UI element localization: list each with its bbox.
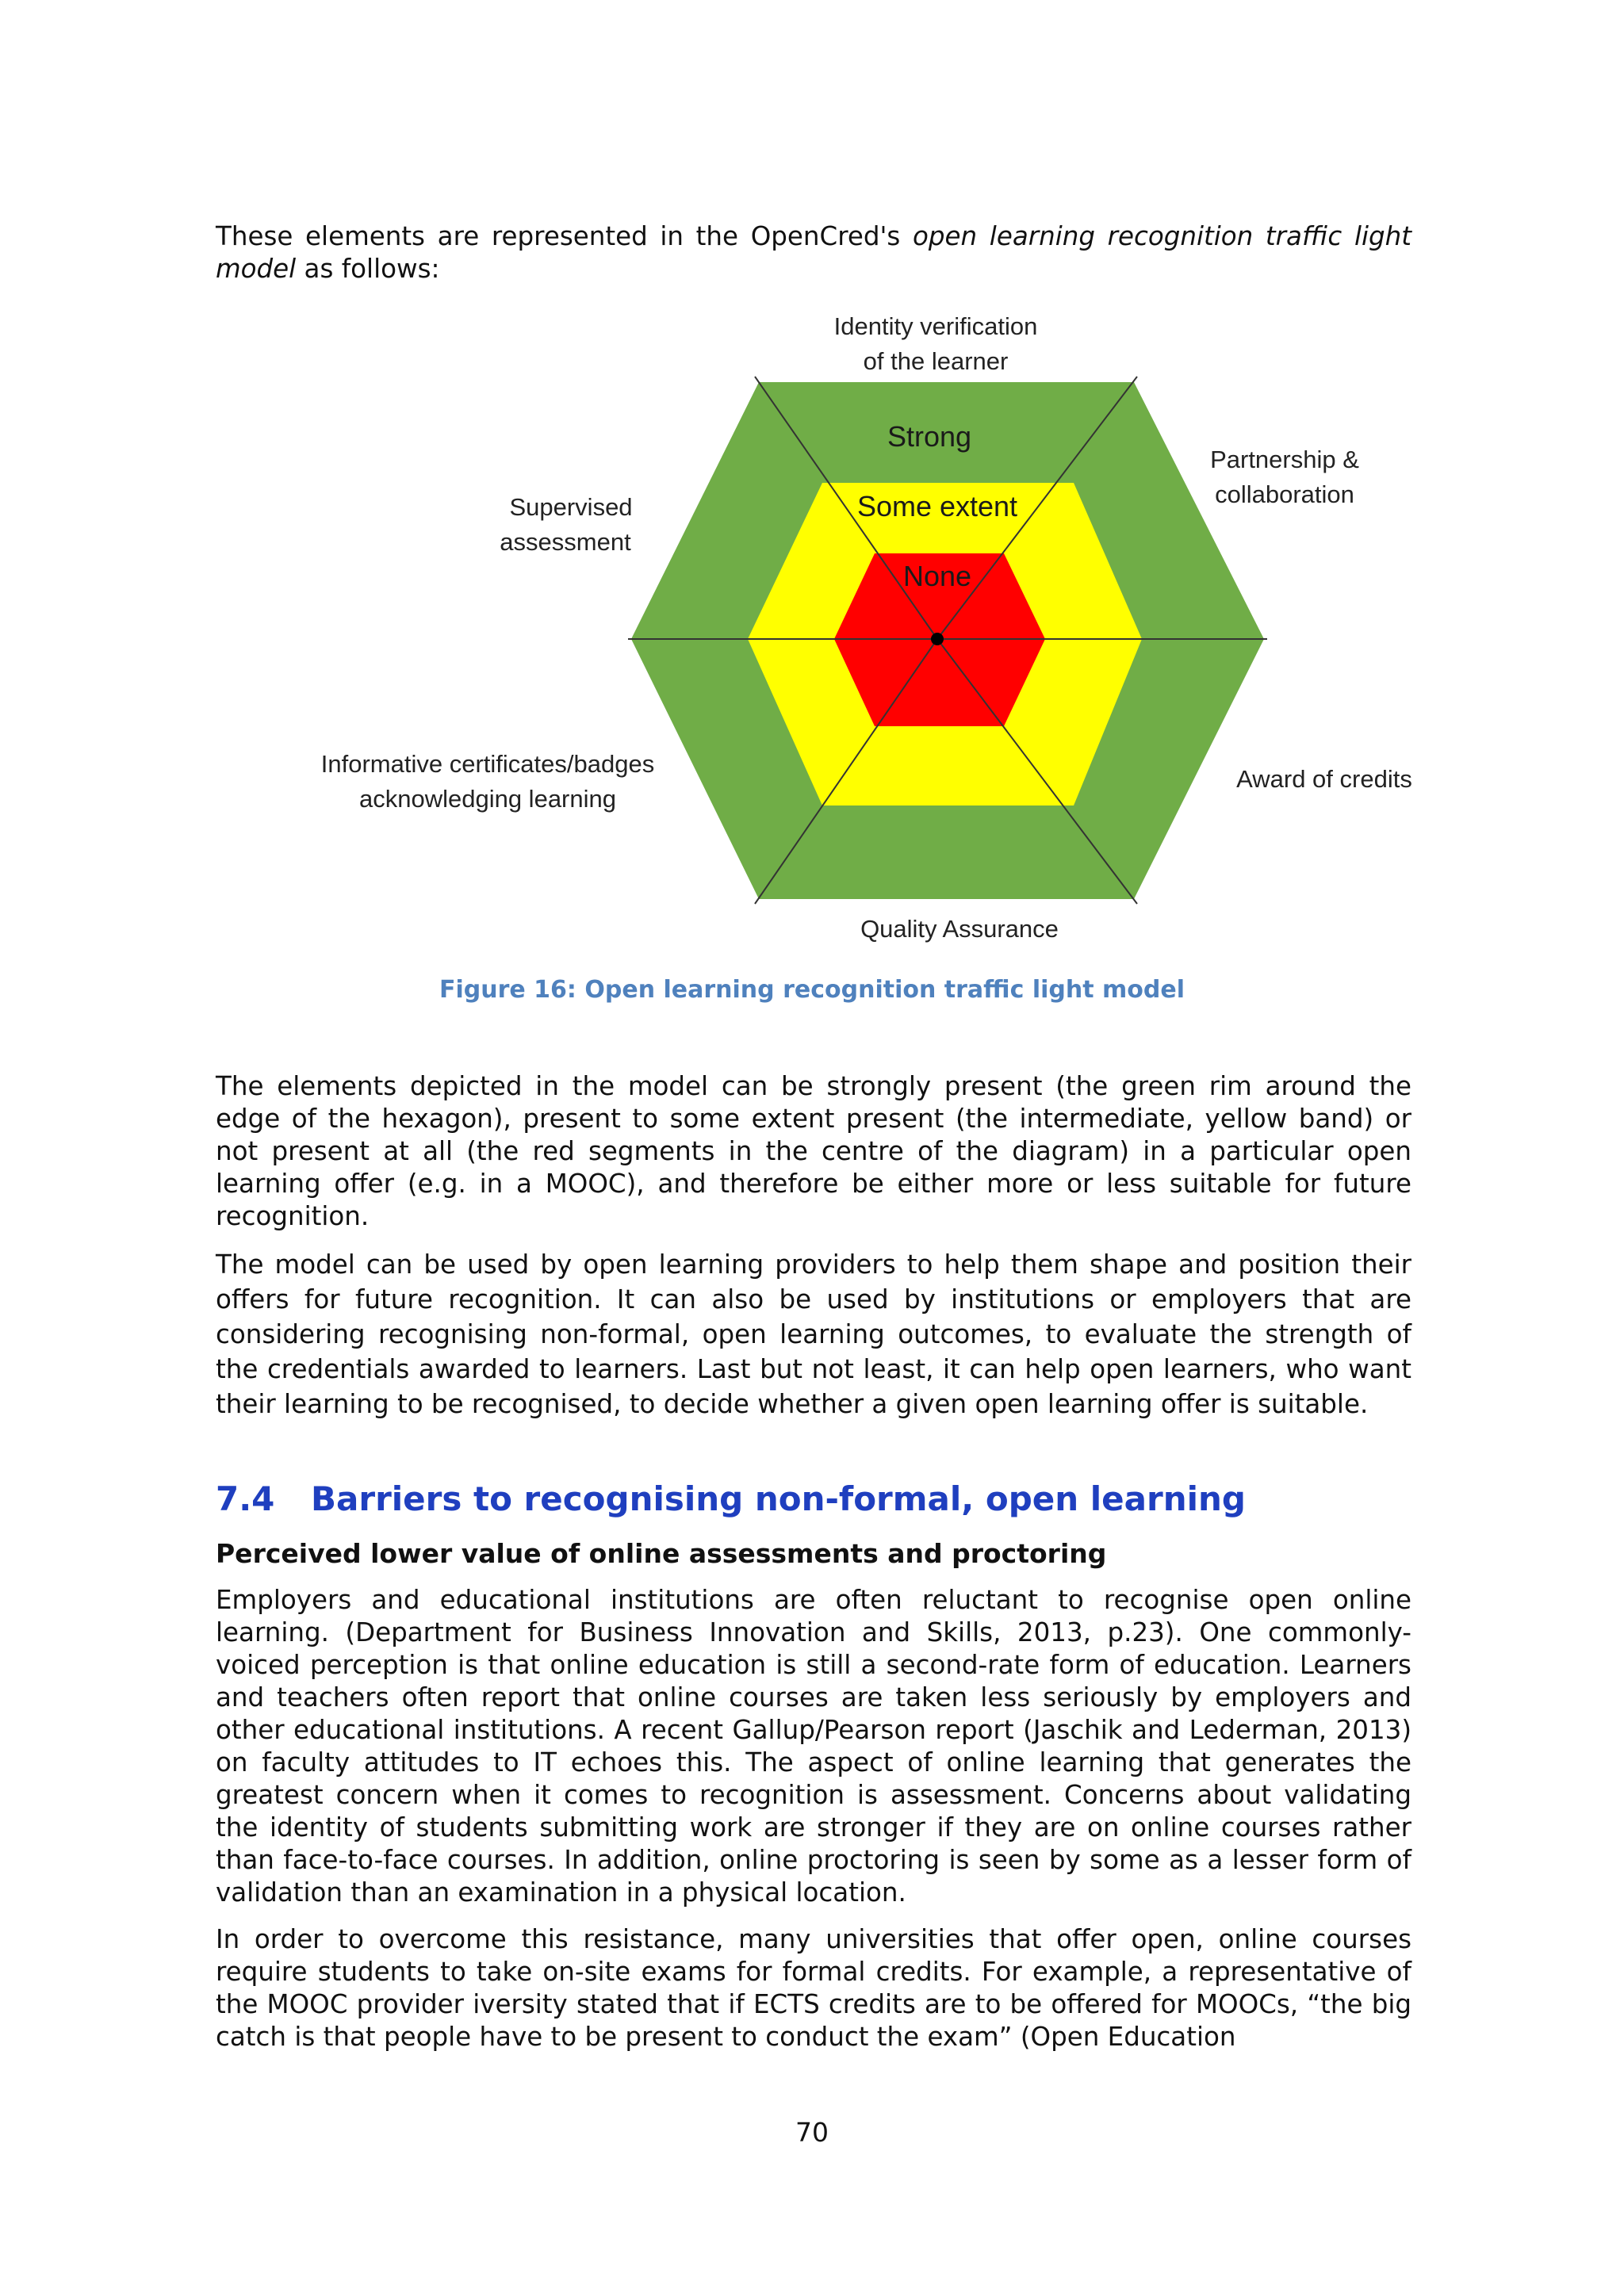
intro-model-name: open learning recognition traffic light model xyxy=(216,221,1411,284)
section-heading xyxy=(216,1479,1246,1518)
label-identity-verification: Identity verification of the learner xyxy=(833,312,1038,375)
label-partnership-collaboration: Partnership & collaboration xyxy=(1210,446,1359,508)
band-label-some-extent: Some extent xyxy=(856,490,1018,522)
intro-text: These elements are represented in the OpenCred's xyxy=(216,221,914,251)
label-quality-assurance: Quality Assurance xyxy=(860,915,1059,943)
band-label-none: None xyxy=(902,560,972,592)
hexagon-diagram xyxy=(0,0,1624,967)
traffic-light-model-figure xyxy=(0,0,1624,967)
figure-caption: Figure 16: Open learning recognition traffic light model xyxy=(439,976,1185,1004)
center-point xyxy=(931,633,944,645)
section-number: 7.4 xyxy=(216,1479,275,1518)
body-paragraph-4: In order to overcome this resistance, many universities that offer open, online courses require students to take on-site exams for formal credits. For example, a representative of the MOOC provider iversity stated that if ECTS credits are to be offered for MOOCs, “the big catch is that people have to be present to conduct the exam” (Open Education xyxy=(216,1924,1411,2052)
body-paragraph-1: The elements depicted in the model can be strongly present (the green rim around the edge of the hexagon), present to some extent present (the intermediate, yellow band) or not present at all (the red segments in the centre of the diagram) in a particular open learning offer (e.g. in a MOOC), and therefore be either more or less suitable for future recognition. xyxy=(216,1071,1411,1231)
subheading: Perceived lower value of online assessments and proctoring xyxy=(216,1538,1107,1569)
page-number: 70 xyxy=(795,2117,829,2148)
label-award-of-credits: Award of credits xyxy=(1236,765,1412,793)
intro-text-end: as follows: xyxy=(296,254,440,284)
label-certificates-badges: Informative certificates/badges acknowledging learning xyxy=(320,750,655,813)
body-paragraph-3: Employers and educational institutions are often reluctant to recognise open online learning. (Department for Business Innovation and Skills, 2013, p.23). One commonly-voiced perception is that online education is still a second-rate form of education. Learners and teachers often report that online courses are taken less seriously by employers and other educational institutions. A recent Gallup/Pearson report (Jaschik and Lederman, 2013) on faculty attitudes to IT echoes this. The aspect of online learning that generates the greatest concern when it comes to recognition is assessment. Concerns about validating the identity of students submitting work are stronger if they are on online courses rather than face-to-face courses. In addition, online proctoring is seen by some as a lesser form of validation than an examination in a physical location. xyxy=(216,1585,1411,1908)
section-title: Barriers to recognising non-formal, open learning xyxy=(311,1479,1246,1518)
body-paragraph-2: The model can be used by open learning providers to help them shape and position their offers for future recognition. It can also be used by institutions or employers that are considering recognising non-formal, open learning outcomes, to evaluate the strength of the credentials awarded to learners. Last but not least, it can help open learners, who want their learning to be recognised, to decide whether a given open learning offer is suitable. xyxy=(216,1249,1411,1419)
label-supervised-assessment: Supervised assessment xyxy=(500,493,633,556)
band-label-strong: Strong xyxy=(887,420,972,453)
